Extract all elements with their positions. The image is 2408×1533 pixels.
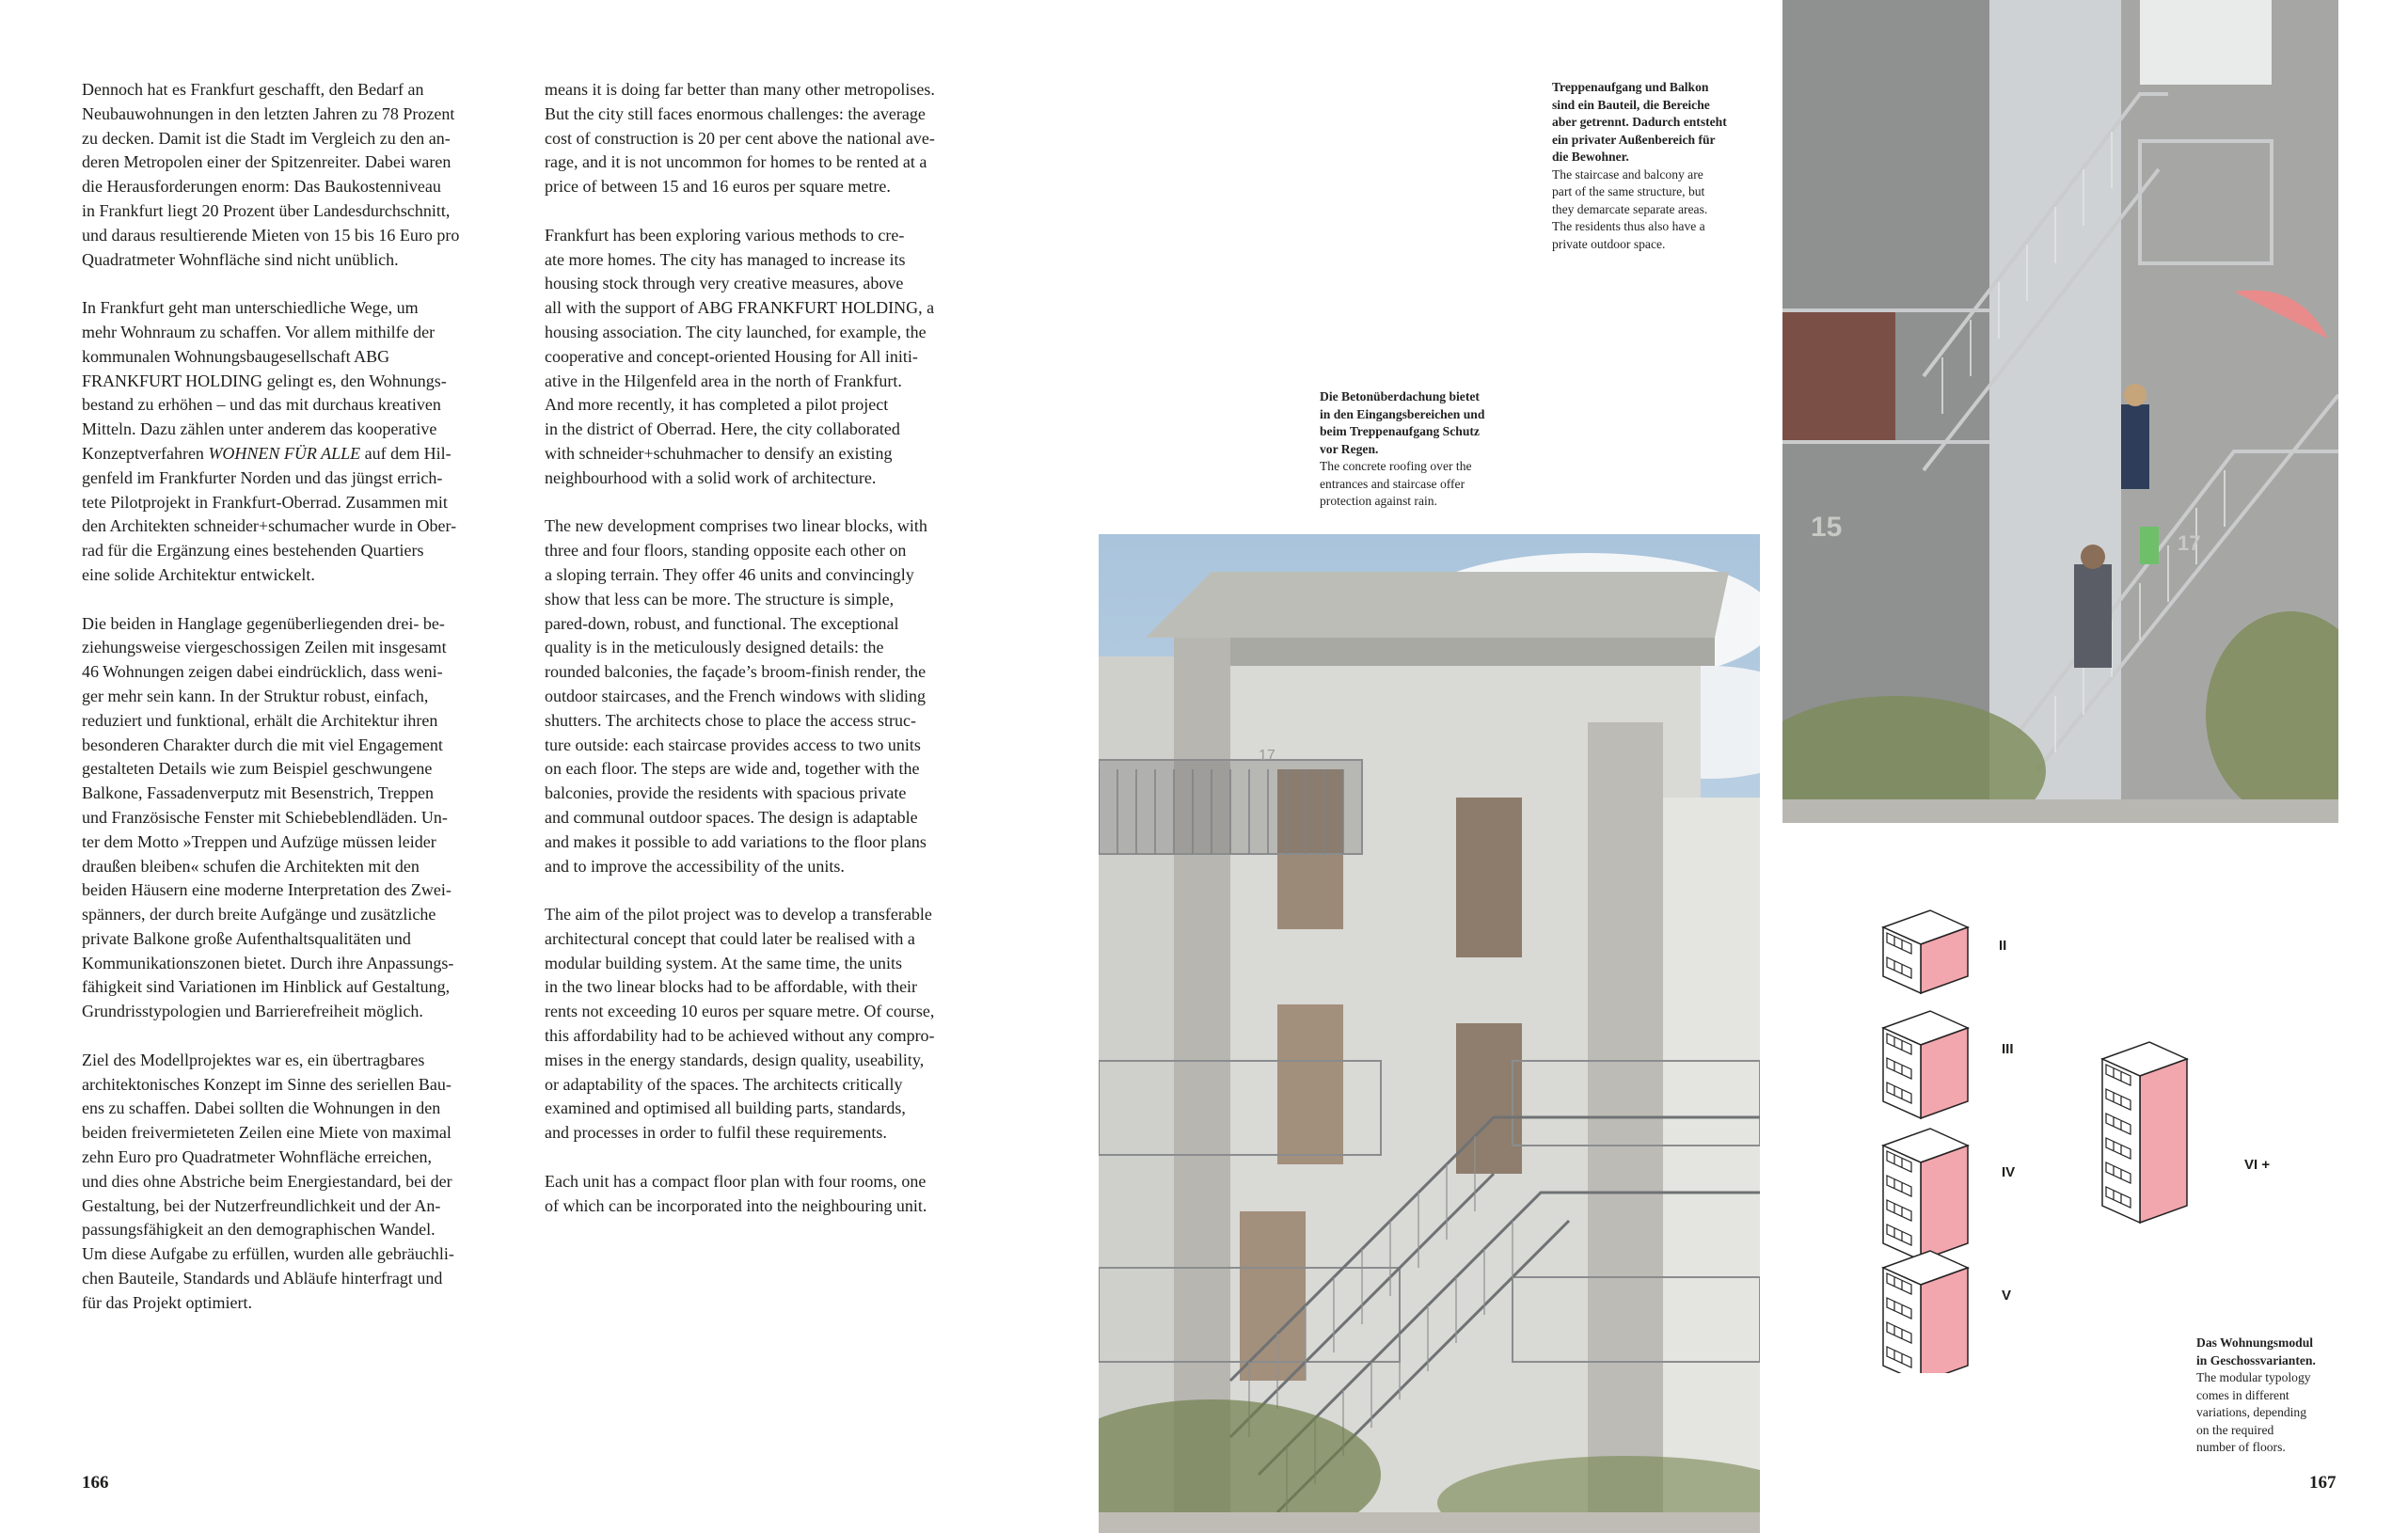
text-line: price of between 15 and 16 euros per square metre. [545,177,891,197]
diagram-label-v: V [2002,1288,2012,1304]
text-segment: auf dem Hil- [360,443,452,463]
paragraph [82,612,524,1025]
text-line: The aim of the pilot project was to develop a transferable [545,905,932,925]
paragraph [545,514,996,878]
text-line: But the city still faces enormous challenges: the average [545,103,926,123]
text-column-german [82,78,524,1339]
text-line: of which can be incorporated into the neighbouring unit. [545,1195,927,1215]
text-line: reduziert und funktional, erhält die Architektur ihren [82,710,438,730]
caption-line-en: The staircase and balcony are [1552,166,1703,182]
text-line: rents not exceeding 10 euros per square metre. Of course, [545,1002,935,1021]
text-line: den Architekten schneider+schumacher wurde in Ober- [82,516,457,536]
text-line: mehr Wohnraum zu schaffen. Vor allem mithilfe der [82,322,436,341]
text-line: mises in the energy standards, design quality, useability, [545,1050,925,1069]
caption-line-en: The residents thus also have a [1552,219,1705,233]
text-line: rounded balconies, the façade’s broom-finish render, the [545,662,927,682]
text-line: beiden freivermieteten Zeilen eine Miete von maximal [82,1123,452,1143]
text-line: cost of construction is 20 per cent above the national ave- [545,128,935,148]
text-line: housing association. The city launched, for example, the [545,322,927,341]
caption-line-en: they demarcate separate areas. [1552,201,1708,216]
text-line: in the two linear blocks had to be affordable, with their [545,977,918,997]
module-3-floors [1883,1011,1968,1118]
caption-line-en: entrances and staircase offer [1320,476,1465,491]
caption-line-de: Das Wohnungsmodul [2196,1335,2314,1350]
text-line: FRANKFURT HOLDING gelingt es, den Wohnungs- [82,371,447,390]
house-number-15: 15 [1811,512,1843,543]
paragraph [82,296,524,588]
caption-line-de: vor Regen. [1320,441,1379,456]
text-line: kommunalen Wohnungsbaugesellschaft ABG [82,346,390,366]
text-line: The new development comprises two linear blocks, with [545,516,927,536]
text-line: neighbourhood with a solid work of architecture. [545,467,877,487]
module-typology-diagram [1872,893,2305,1373]
caption-line-de: die Bewohner. [1552,150,1629,164]
module-5-floors [1883,1251,1968,1373]
photo-building-facade-staircases [1099,534,1760,1533]
paragraph [545,1170,996,1219]
text-line: zu decken. Damit ist die Stadt im Vergleich zu den an- [82,128,451,148]
text-line: and makes it possible to add variations to the floor plans [545,831,927,851]
diagram-label-iii: III [2002,1041,2014,1057]
paragraph [545,78,996,199]
text-line: ture outside: each staircase provides access to two units [545,735,921,754]
text-line: fähigkeit sind Variationen im Hinblick auf Gestaltung, [82,977,451,997]
text-line: and communal outdoor spaces. The design is adaptable [545,807,918,827]
paragraph [82,78,524,272]
module-4-floors [1883,1129,1968,1260]
text-line: ter dem Motto »Treppen und Aufzüge müssen leider [82,831,436,851]
caption-line-de: aber getrennt. Dadurch entsteht [1552,115,1727,129]
text-line: Each unit has a compact floor plan with four rooms, one [545,1171,927,1191]
caption-line-de: Treppenaufgang und Balkon [1552,80,1709,94]
text-line: deren Metropolen einer der Spitzenreiter. Dabei waren [82,152,452,172]
text-line: architektonisches Konzept im Sinne des seriellen Bau- [82,1074,452,1094]
caption-line-en: private outdoor space. [1552,236,1666,251]
text-line: quality is in the meticulously designed details: the [545,638,884,657]
caption-line-de: beim Treppenaufgang Schutz [1320,424,1480,438]
text-line: shutters. The architects chose to place the access struc- [545,710,917,730]
caption-staircase [1552,79,1727,253]
text-line: balconies, provide the residents with spacious private [545,783,907,803]
text-line: Gestaltung, bei der Nutzerfreundlichkeit und der An- [82,1195,441,1215]
text-line: examined and optimised all building parts, standards, [545,1098,906,1118]
caption-line-de: sind ein Bauteil, die Bereiche [1552,97,1710,112]
text-line: Balkone, Fassadenverputz mit Besenstrich, Treppen [82,783,434,803]
text-line: Quadratmeter Wohnfläche sind nicht unüblich. [82,249,399,269]
text-line: or adaptability of the spaces. The architects critically [545,1074,903,1094]
text-line: tete Pilotprojekt in Frankfurt-Oberrad. Zusammen mit [82,492,448,512]
text-line: ens zu schaffen. Dabei sollten die Wohnungen in den [82,1098,441,1118]
text-line: genfeld im Frankfurter Norden und das jüngst errich- [82,467,443,487]
text-line: passungsfähigkeit an den demographischen Wandel. [82,1220,436,1240]
text-line: rad für die Ergänzung eines bestehenden Quartiers [82,541,424,561]
caption-line-en: number of floors. [2196,1440,2286,1454]
caption-line-en: The concrete roofing over the [1320,459,1472,473]
text-line: outdoor staircases, and the French windows with sliding [545,686,926,705]
text-line: zehn Euro pro Quadratmeter Wohnfläche erreichen, [82,1147,433,1167]
caption-line-en: The modular typology [2196,1370,2311,1384]
module-2-floors [1883,910,1968,993]
text-line: eine solide Architektur entwickelt. [82,564,315,584]
text-segment: Konzeptverfahren [82,443,209,463]
text-line: a sloping terrain. They offer 46 units and convincingly [545,564,914,584]
text-line: und daraus resultierende Mieten von 15 bis 16 Euro pro [82,225,460,245]
text-line: 46 Wohnungen zeigen dabei eindrücklich, dass weni- [82,662,443,682]
italic-program-name: WOHNEN FÜR ALLE [208,443,361,463]
module-6-plus-floors [2102,1042,2187,1223]
caption-line-de: in den Eingangsbereichen und [1320,406,1485,421]
text-line: beiden Häusern eine moderne Interpretation des Zwei- [82,880,452,900]
text-line: and processes in order to fulfil these requirements. [545,1123,887,1143]
paragraph [82,1049,524,1316]
text-line: show that less can be more. The structure is simple, [545,589,895,608]
text-line: and to improve the accessibility of the units. [545,856,845,876]
caption-line-en: part of the same structure, but [1552,184,1705,198]
text-line: besonderen Charakter durch die mit viel Engagement [82,735,443,754]
text-line: Die beiden in Hanglage gegenüberliegenden drei- be- [82,613,445,633]
text-line: ger mehr sein kann. In der Struktur robust, einfach, [82,686,429,705]
text-line: Um diese Aufgabe zu erfüllen, wurden alle gebräuchli- [82,1244,454,1264]
text-line: housing stock through very creative measures, above [545,274,904,293]
caption-line-en: on the required [2196,1422,2274,1437]
text-line: gestalteten Details wie zum Beispiel geschwungene [82,759,433,779]
text-line: Kommunikationszonen bietet. Durch ihre Anpassungs- [82,953,454,972]
text-line: in the district of Oberrad. Here, the city collaborated [545,419,900,439]
caption-line-en: variations, depending [2196,1405,2307,1419]
paragraph [545,903,996,1146]
text-line: und Französische Fenster mit Schiebeblendläden. Un- [82,807,448,827]
caption-line-de: Die Betonüberdachung bietet [1320,389,1480,403]
caption-line-en: comes in different [2196,1387,2289,1402]
text-line: all with the support of ABG FRANKFURT HOLDING, a [545,298,935,318]
text-line: ative in the Hilgenfeld area in the north of Frankfurt. [545,371,902,390]
text-line: this affordability had to be achieved without any compro- [545,1026,935,1046]
text-line: And more recently, it has completed a pilot project [545,395,889,415]
paragraph [545,224,996,491]
text-line: chen Bauteile, Standards und Abläufe hinterfragt und [82,1269,443,1288]
diagram-label-vi-plus: VI + [2244,1157,2271,1173]
text-line: cooperative and concept-oriented Housing for All initi- [545,346,918,366]
text-line: ate more homes. The city has managed to increase its [545,249,906,269]
text-line: Ziel des Modellprojektes war es, ein übertragbares [82,1050,425,1069]
text-line: die Herausforderungen enorm: Das Baukostenniveau [82,177,441,197]
page-number-left: 166 [82,1473,109,1493]
caption-line-de: in Geschossvarianten. [2196,1352,2316,1367]
text-line: means it is doing far better than many other metropolises. [545,80,935,99]
text-line: modular building system. At the same time, the units [545,953,902,972]
text-line: Frankfurt has been exploring various methods to cre- [545,225,905,245]
text-line: with schneider+schuhmacher to densify an existing [545,443,893,463]
text-line: Dennoch hat es Frankfurt geschafft, den Bedarf an [82,80,424,99]
caption-line-de: ein privater Außenbereich für [1552,132,1716,147]
text-line: draußen bleiben« schufen die Architekten mit den [82,856,420,876]
text-line: in Frankfurt liegt 20 Prozent über Landesdurchschnitt, [82,200,451,220]
text-line: Mitteln. Dazu zählen unter anderem das kooperative [82,419,437,439]
text-line: Neubauwohnungen in den letzten Jahren zu 78 Prozent [82,103,455,123]
text-line [82,442,524,466]
text-column-english [545,78,996,1242]
text-line: bestand zu erhöhen – und das mit durchaus kreativen [82,395,441,415]
caption-line-en: protection against rain. [1320,494,1437,508]
house-number: 17 [1259,748,1275,764]
house-number-17: 17 [2178,531,2201,555]
text-line: ziehungsweise viergeschossigen Zeilen mit insgesamt [82,638,447,657]
diagram-label-iv: IV [2002,1164,2016,1180]
diagram-label-ii: II [1999,938,2007,954]
text-line: architectural concept that could later be realised with a [545,928,915,948]
text-line: on each floor. The steps are wide and, together with the [545,759,920,779]
text-line: Grundrisstypologien und Barrierefreiheit möglich. [82,1002,423,1021]
page-number-right: 167 [2309,1473,2337,1493]
text-line: In Frankfurt geht man unterschiedliche Wege, um [82,298,419,318]
text-line: three and four floors, standing opposite each other on [545,541,907,561]
text-line: für das Projekt optimiert. [82,1292,252,1312]
text-line: und dies ohne Abstriche beim Energiestandard, bei der [82,1171,452,1191]
text-line: private Balkone große Aufenthaltsqualitäten und [82,928,411,948]
caption-roofing [1320,388,1484,511]
text-line: rage, and it is not uncommon for homes to be rented at a [545,152,927,172]
text-line: pared-down, robust, and functional. The exceptional [545,613,899,633]
photo-residents-climbing-stairs [1782,0,2338,823]
text-line: spänners, der durch breite Aufgänge und zusätzliche [82,905,436,925]
